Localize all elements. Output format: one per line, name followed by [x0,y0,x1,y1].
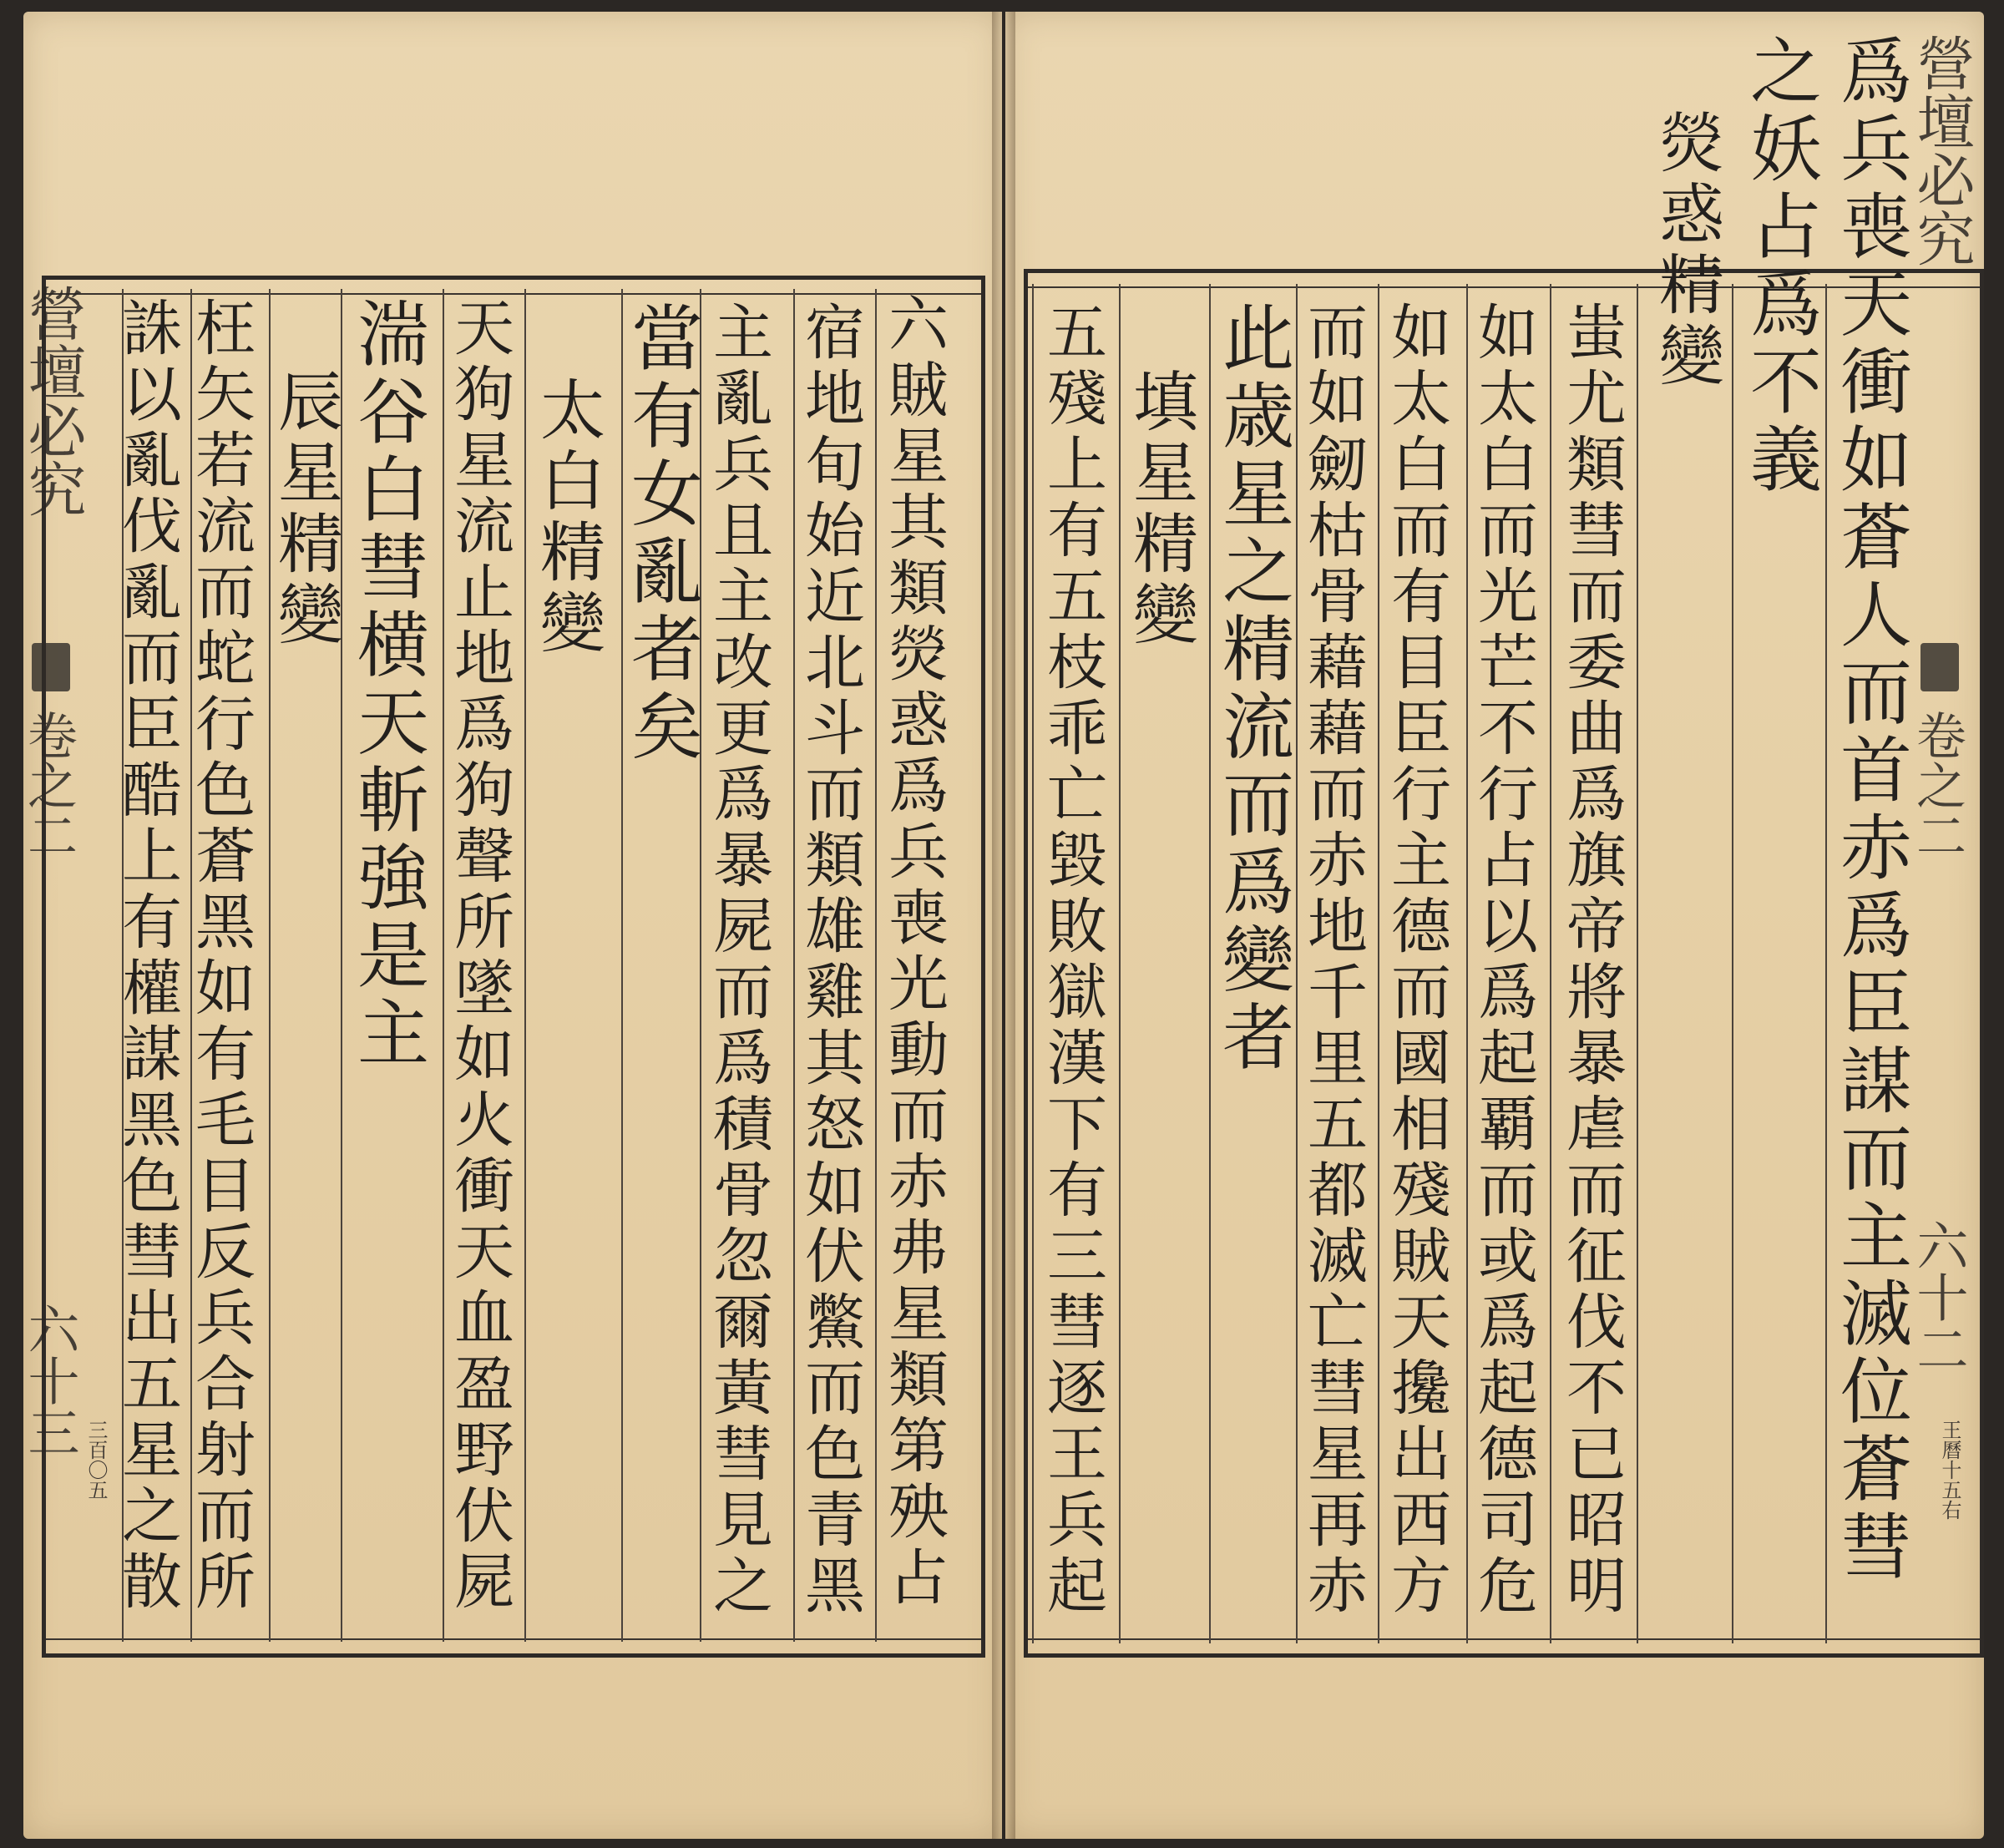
column-rule [1378,284,1379,1643]
left-text-column: 當有女亂者矣 [619,301,702,767]
left-section-heading: 太白精變 [529,376,605,660]
column-rule [1032,284,1034,1643]
right-text-column: 如太白而光芒不行占以爲起覇而或爲起德司危 [1468,301,1538,1620]
right-text-column: 如太白而有目臣行主德而國相殘賊天攙出西方 [1381,301,1451,1620]
left-text-column: 枉矢若流而蛇行色蒼黑如有毛目反兵合射而所 [185,296,256,1616]
left-margin-folio: 六十三 [19,1303,80,1458]
frame-inner-top-rule [46,293,981,295]
left-margin-juan: 卷之二 [19,710,78,860]
column-rule [1732,284,1733,1643]
column-rule [1550,284,1551,1643]
left-margin-title: 營壇必究 [18,284,87,518]
left-margin-note: 三百〇五 [84,1420,108,1500]
right-text-column: 之妖占爲不義 [1738,33,1821,499]
right-text-column: 蚩尤類彗而委曲爲旗帝將暴虐而征伐不已昭明 [1556,301,1627,1620]
right-text-column: 爲兵喪天衝如蒼人而首赤爲臣謀而主滅位蒼彗 [1828,33,1911,1587]
right-margin-note: 王曆十五右 [1938,1420,1961,1520]
right-margin-folio: 六十二 [1908,1219,1969,1375]
left-text-column: 宿地旬始近北斗而類雄雞其怒如伏鱉而色青黑 [795,301,865,1620]
right-section-heading: 填星精變 [1122,367,1197,651]
right-text-column: 五殘上有五枝乖亡毀敗獄漢下有三彗逐王兵起 [1037,301,1107,1620]
left-margin-fishtail [32,643,70,691]
right-margin-fishtail [1920,643,1959,691]
column-rule [1825,284,1827,1643]
book-gutter [992,12,1015,1839]
left-text-column: 天狗星流止地爲狗聲所墜如火衝天血盈野伏屍 [444,296,514,1616]
right-text-column: 而如劒枯骨藉藉而赤地千里五都滅亡彗星再赤 [1298,301,1368,1620]
right-margin-juan: 卷之二 [1908,710,1966,860]
left-text-column: 主亂兵且主改更爲暴屍而爲積骨忽爾黃彗見之 [703,301,773,1620]
left-text-column: 六賊星其類熒惑爲兵喪光動而赤弗星類第殃占 [878,292,949,1612]
left-section-heading: 辰星精變 [267,367,342,651]
frame-inner-bottom-rule [1028,1638,1980,1640]
left-text-column: 湍谷白彗横天斬強是主 [345,296,428,1073]
right-text-column: 此歳星之精流而爲變者 [1210,301,1293,1077]
frame-inner-bottom-rule [46,1638,981,1640]
column-rule [524,289,526,1642]
right-section-heading: 熒惑精變 [1648,109,1723,392]
column-rule [1119,284,1121,1643]
column-rule [875,289,877,1642]
right-margin-title: 營壇必究 [1907,33,1976,267]
left-text-column: 誅以亂伐亂而臣酷上有權謀黑色彗出五星之散 [112,296,182,1616]
column-rule [1637,284,1638,1643]
